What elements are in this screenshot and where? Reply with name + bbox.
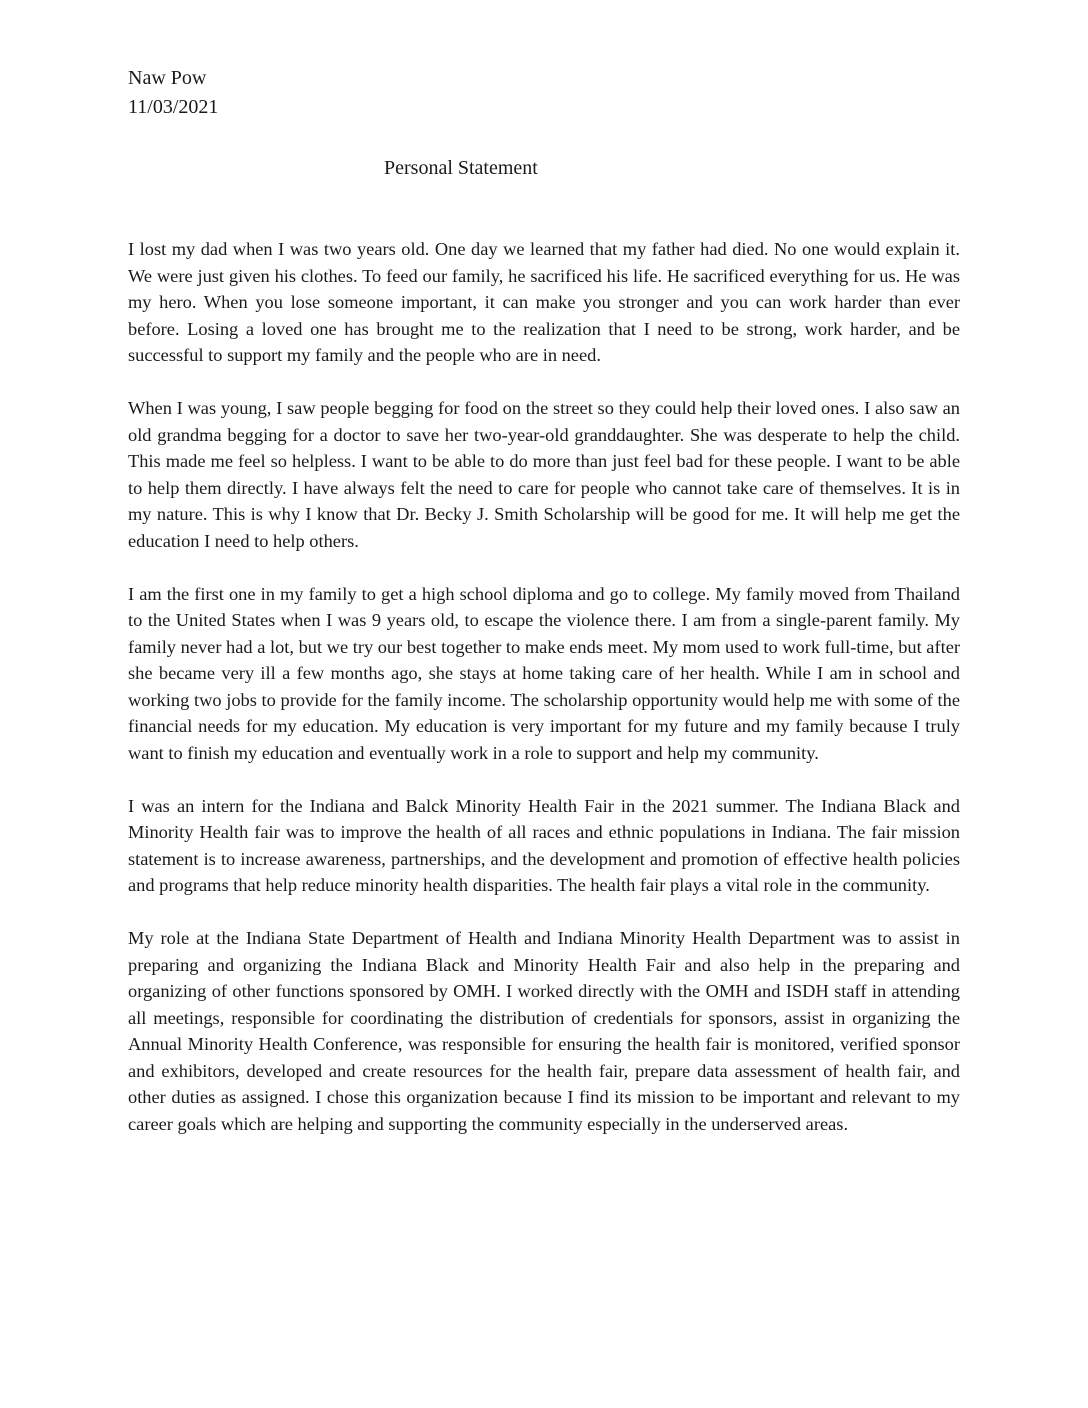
paragraph-family-background: I am the first one in my family to get a high school diploma and go to college. My family moved from Thailand to the United States when I was 9 years old, to escape the violence there. I am from a single-parent family. My family never had a lot, but we try our best together to make ends meet. My mom used to work full-time, but after she became very ill a few months ago, she stays at home taking care of her health. While I am in school and working two jobs to provide for the family income. The scholarship opportunity would help me with some of the financial needs for my education. My education is very important for my future and my family because I truly want to finish my education and eventually work in a role to support and help my community. <box>128 583 960 763</box>
paragraph-helping-others: When I was young, I saw people begging for food on the street so they could help their loved ones. I also saw an old grandma begging for a doctor to save her two-year-old granddaughter. She was desperate to help the child. This made me feel so helpless. I want to be able to do more than just feel bad for these people. I want to be able to help them directly. I have always felt the need to care for people who cannot take care of themselves. It is in my nature. This is why I know that Dr. Becky J. Smith Scholarship will be good for me. It will help me get the education I need to help others. <box>128 398 960 551</box>
document-title: Personal Statement <box>384 157 538 179</box>
document-body <box>128 236 960 1164</box>
document-header <box>128 64 218 122</box>
document-date: 11/03/2021 <box>128 96 219 118</box>
paragraph-internship-role: My role at the Indiana State Department of Health and Indiana Minority Health Department was to assist in preparing and organizing the Indiana Black and Minority Health Fair and also help in the preparing and organizing of other functions sponsored by OMH. I worked directly with the OMH and ISDH staff in attending all meetings, responsible for coordinating the distribution of credentials for sponsors, assist in organizing the Annual Minority Health Conference, was responsible for ensuring the health fair is monitored, verified sponsor and exhibitors, developed and create resources for the health fair, prepare data assessment of health fair, and other duties as assigned. I chose this organization because I find its mission to be important and relevant to my career goals which are helping and supporting the community especially in the underserved areas. <box>128 928 960 1134</box>
paragraph-loss-of-father: I lost my dad when I was two years old. One day we learned that my father had died. No one would explain it. We were just given his clothes. To feed our family, he sacrificed his life. He sacrificed everything for us. He was my hero. When you lose someone important, it can make you stronger and you can work harder than ever before. Losing a loved one has brought me to the realization that I need to be strong, work harder, and be successful to support my family and the people who are in need. <box>128 239 960 365</box>
paragraph-internship: I was an intern for the Indiana and Balck Minority Health Fair in the 2021 summer. The Indiana Black and Minority Health fair was to improve the health of all races and ethnic populations in Indiana. The fair mission statement is to increase awareness, partnerships, and the development and promotion of effective health policies and programs that help reduce minority health disparities. The health fair plays a vital role in the community. <box>128 795 960 895</box>
author-name: Naw Pow <box>128 67 207 89</box>
